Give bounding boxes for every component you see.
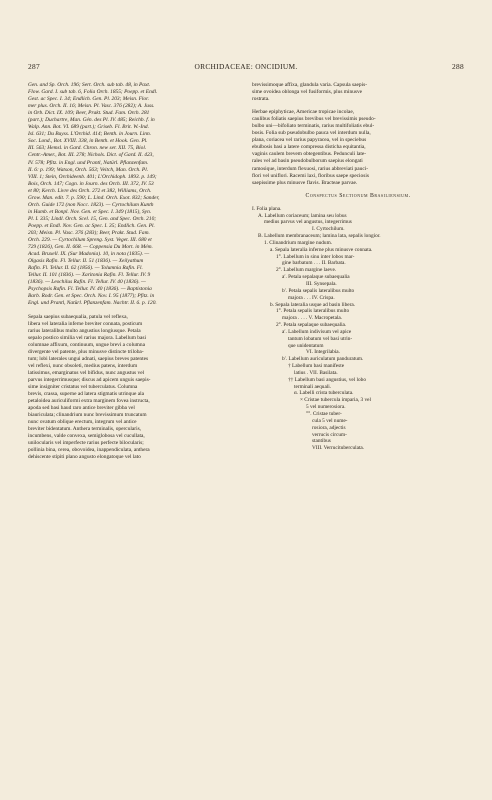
key-line: 1°. Petala sepalis lateralibus multo xyxy=(276,308,350,315)
habit-line: rales vel ad basin pseudobulborum saepius elongati xyxy=(252,158,363,165)
key-line: I. Folia plana. xyxy=(252,205,282,212)
reference-line: et 80; Kerch. Livre des Orch. 272 et 382, Williams, Orch. xyxy=(28,187,152,194)
key-line: rosiora, adjectis xyxy=(312,424,346,431)
reference-line: Grow. Man. edit. 7. p. 590; L. Lind. Orch. Exot. 832; Sander, xyxy=(28,194,160,201)
habit-line: plana, coriacea vel rarius papyracea, vel in speciebus xyxy=(252,137,367,144)
key-line: gine barbatum . . . II. Barbata. xyxy=(282,260,346,267)
key-line: majora . . . IV. Crispa. xyxy=(288,294,335,301)
habit-line: caulibus foliatis saepius brevibus vel brevissimis pseudo- xyxy=(252,116,376,123)
description-line: sime insigniter cristatus vel tuberculatus. Columna xyxy=(28,383,138,390)
key-line: †† Labellum basi angustius, vel lobo xyxy=(288,376,366,383)
reference-line: Olgasis Rafin. Fl. Tellur. II. 51 (1836). — Xeilyathum xyxy=(28,258,144,265)
key-line: VI. Integrilabia. xyxy=(306,349,340,356)
description-line: sepalo postico similia vel rarius majora. Labellum basi xyxy=(28,334,146,341)
genus-description xyxy=(28,314,234,462)
key-line: 2°. Labellum margine laeve. xyxy=(276,267,337,274)
key-line: a′. Labellum indivisum vel apice xyxy=(282,328,352,335)
key-line: verrucis circum- xyxy=(312,431,347,438)
description-line: tum; lobi laterales ungui adnati, saepius breves patentes xyxy=(28,355,149,362)
key-line: terminali aequali. xyxy=(294,383,332,390)
description-line: divergente vel patente, plus minusve distincte triloba- xyxy=(28,348,144,355)
reference-line: Orch. Guide 172 (non Nocc. 1823). — Cyrtochilum Kunth xyxy=(28,201,154,208)
reference-line: Poepp. et Endl. Nov. Gen. ac Spec. I. 35; Endlich. Gen. Pl. xyxy=(28,222,155,229)
key-line: cula 5 vel nume- xyxy=(312,417,348,424)
description-line: sime ovoidea oblonga vel fusiformis, plus minusve xyxy=(252,89,363,96)
key-line: b. Sepala lateralia usque ad basin libera. xyxy=(270,301,356,308)
reference-line: Soc. Lond., Bot. XVIII. 338, in Benth. et Hook. Gen. Pl. xyxy=(28,138,148,145)
key-line: III. Synsepala. xyxy=(306,280,337,287)
reference-line: Engl. und Prantl, Natürl. Pflanzenfam. Nachtr. II. 6. p. 120. xyxy=(28,300,157,307)
description-line: brevissimoque affixa, glandula varia. Capsula saepis- xyxy=(252,82,368,88)
description-line: apoda sed basi haud raro antice breviter gibba vel xyxy=(28,405,135,412)
reference-line: Isl. 631; Du Buyss. L'Orchid. 414; Benth. in Journ. Linn. xyxy=(28,131,151,138)
key-line: que unidentatum xyxy=(288,342,324,349)
key-line: stantibus xyxy=(312,438,331,445)
key-line: B. Labellum membranaceum; lamina lata, sepalis longior. xyxy=(258,233,381,240)
habit-line: Herbae epiphyticae, Americae tropicae incolae, xyxy=(252,109,355,116)
key-line: tantum lobatum vel basi utrin- xyxy=(288,335,353,342)
key-line: 1. Clinandrium margine nudum. xyxy=(264,239,333,246)
key-line: latius . VII. Basilata. xyxy=(294,369,338,376)
key-line: b′. Petala sepalis lateralibus multo xyxy=(282,287,355,294)
habit-description xyxy=(252,109,464,187)
right-column xyxy=(252,82,464,452)
reference-line: in Humb. et Bonpl. Nov. Gen. et Spec. I. 349 (1815), Syn. xyxy=(28,208,152,215)
description-line: petaloidea auriculiformi extra marginem fovea instructa, xyxy=(28,398,150,405)
reference-line: Pl. I. 335; Lindl. Orch. Scel. 15, Gen. and Spec. Orch. 210; xyxy=(28,215,157,222)
description-line: pollinia bina, cerea, obovoidea, inappendiculata, anthera xyxy=(28,447,150,454)
description-line: rarius lateralibus multo angustius longiusque. Petala xyxy=(28,327,141,334)
key-line: A. Labellum coriaceum; lamina seu lobus xyxy=(258,212,347,219)
description-line: dehiscente stipiti plano angusto elongatoque vel lato xyxy=(28,454,141,461)
reference-line: mer plus. Orch. II. 16; Meisn. Pl. Vasc. 376 (282); A. Juss. xyxy=(28,103,155,110)
key-line: a. Sepala lateralia inferne plus minusve connata. xyxy=(270,246,373,253)
reference-line: Orch. 229. — Cyrtochilum Spreng. Syst. Veget. III. 680 et xyxy=(28,237,152,244)
left-column xyxy=(28,82,234,461)
reference-line: 729 (1826), Gen. II. 668. — Coppensia Du Mort. in Mém. xyxy=(28,244,153,251)
habit-line: bulbo uni—bifoliato terminatis, rarius multifoliatis ebul- xyxy=(252,123,375,130)
reference-line: Tellur. II. 101 (1836). — Xaritonia Rafin. Fl. Tellur. IV. 9 xyxy=(28,272,151,279)
running-title: ORCHIDACEAE: ONCIDIUM. xyxy=(194,62,298,71)
description-line: biauriculata; clinandrium nunc brevissimum truncatum xyxy=(28,412,147,419)
section-key xyxy=(252,206,464,452)
reference-line: Bois, Orch. 147; Cogn. in Journ. des Orch. III. 372, IV. 53 xyxy=(28,180,154,187)
reference-line: Acad. Bruxell. IX. (Sur Madonia). 10, in nota (1835). — xyxy=(28,251,150,258)
description-line: Sepala saepius subaequalia, patula vel reflexa, xyxy=(28,313,128,320)
running-header xyxy=(28,62,464,74)
reference-line: (1836). — Leochilus Rafin. Fl. Tellur. IV. 40 (1836). — xyxy=(28,279,146,286)
reference-line: II. 6: p. 199; Watson, Orch. 563; Veitch, Man. Orch. Pl. xyxy=(28,166,149,173)
description-line: rostrata. xyxy=(252,96,270,103)
description-line: columnae affixum, continuum, unguе brevi a columna xyxy=(28,341,145,348)
key-line: 1°. Labellum in sinu inter lobos mar- xyxy=(276,253,355,260)
habit-line: saepissime plus minusve flavis. Bracteae parvae. xyxy=(252,179,358,186)
key-line: VIII. Verrucituberculata. xyxy=(312,445,365,452)
reference-line: Gen. and Sp. Orch. 196; Sert. Orch. sub tab. 48, in Paxt. xyxy=(28,82,151,88)
key-line: α. Labelli crista tuberculata. xyxy=(294,390,354,397)
reference-line: IV. 578; Pfitz. in Engl. und Prantl, Natürl. Pflanzenfam. xyxy=(28,159,149,166)
key-line: 2°. Petala sepalaque subaequalia. xyxy=(276,322,347,329)
habit-line: ramosique, interdum flexuosi, rarius abbreviati pauci- xyxy=(252,165,369,172)
key-line: 5 vel numerosiora. xyxy=(306,404,346,411)
habit-line: ebulbosis basi a latere compressa disticha equitantia, xyxy=(252,144,366,151)
key-line: † Labellum basi manifeste xyxy=(288,363,345,370)
reference-line: Centr.-Amer., Bot. III. 278; Nichols. Dict. of Gard. II. 423, xyxy=(28,152,154,159)
key-line: × Cristae tubercula imparia, 3 vel xyxy=(300,397,371,404)
description-line: brevis, crassa, superne ad latera stigmatis utrinque ala xyxy=(28,391,145,398)
reference-line: Flow. Gard. I. sub tab. 6, Folia Orch. 1855; Poepp. et Endl. xyxy=(28,89,158,96)
reference-line: (part.); Duchartre, Man. Gén. des Pl. IV. 485; Reichb. f. in xyxy=(28,117,155,124)
description-line: unilocularis vel imperfecte rarius perfecte bilocularis; xyxy=(28,440,144,447)
synonymy-references xyxy=(28,82,234,308)
reference-line: in Orb. Dict. IX. 109; Beer, Prakt. Stud. Fam. Orch. 281 xyxy=(28,110,150,117)
key-line: medius parvus vel angustus, integerrimus xyxy=(264,219,352,226)
key-line: b′. Labellum auriculatum panduratum. xyxy=(282,356,364,363)
conspectus-title: Conspectus Sectionum Brasiliensium. xyxy=(305,192,411,199)
key-line: I. Cyrtochilum. xyxy=(312,226,345,233)
reference-line: 203; Meisn. Pl. Vasc. 376 (283); Beer, Prakt. Stud. Fam. xyxy=(28,229,150,236)
habit-line: bosis. Folia sub pseudobulbo pauca vel interdum nulla, xyxy=(252,130,371,137)
habit-line: flori vel uniflori. Racemi laxi, floribus saepe speciosis xyxy=(252,172,369,179)
page-number-left: 287 xyxy=(28,62,40,71)
description-line: latissimus, emarginatus vel bifidus, nunc angustus vel xyxy=(28,369,145,376)
reference-line: III. 563; Hemsl. in Gard. Chron. new ser. XII. 75, Biol. xyxy=(28,145,147,152)
reference-line: Walp. Ann. Bot. VI. 689 (part.); Griseb. Fl. Brit. W.-Ind. xyxy=(28,124,149,131)
key-line: a′. Petala sepalaque subaequalia xyxy=(282,274,350,281)
key-line: majora . . . . V. Macropetala. xyxy=(282,315,343,322)
description-line: libera vel lateralia inferne breviter connata, posticum xyxy=(28,320,143,327)
key-line: °°. Cristae tuber- xyxy=(306,411,342,418)
reference-line: Rafin. Fl. Tellur. II. 62 (1856). — Tolumnia Rafin. Fl. xyxy=(28,265,143,272)
reference-line: VIII. 1; Stein, Orchideenb. 401; L'Orchidoph. 1893. p. 149; xyxy=(28,173,157,180)
description-line: vel reflexi, nunc obsoleti, medius patens, interdum xyxy=(28,362,138,369)
page-number-right: 288 xyxy=(452,62,464,71)
habit-line: vaginis caulem brevem obtegentibus. Pedunculi late- xyxy=(252,151,367,158)
reference-line: Gest. ac Spec. I. 34; Endlich. Gen. Pl. 203; Meisn. Flor. xyxy=(28,96,149,103)
reference-line: Psychopsis Rafin. Fl. Tellur. IV. 40 (1836). — Baptistonia xyxy=(28,286,152,293)
description-line: nunc ovatum oblique erectum, integrum vel antice xyxy=(28,419,137,426)
description-line: parvus integerrimusque; discus ad apicem unguis saepis- xyxy=(28,376,151,383)
reference-line: Barb. Rodr. Gen. et Spec. Orch. Nov. I. 95 (1877); Pfitz. in xyxy=(28,293,155,300)
description-continued xyxy=(252,82,464,103)
description-line: incumbens, valde convexa, semiglobosa vel cucullata, xyxy=(28,433,145,440)
description-line: breviter bidentatum. Anthera terminalis, opercularis, xyxy=(28,426,142,433)
